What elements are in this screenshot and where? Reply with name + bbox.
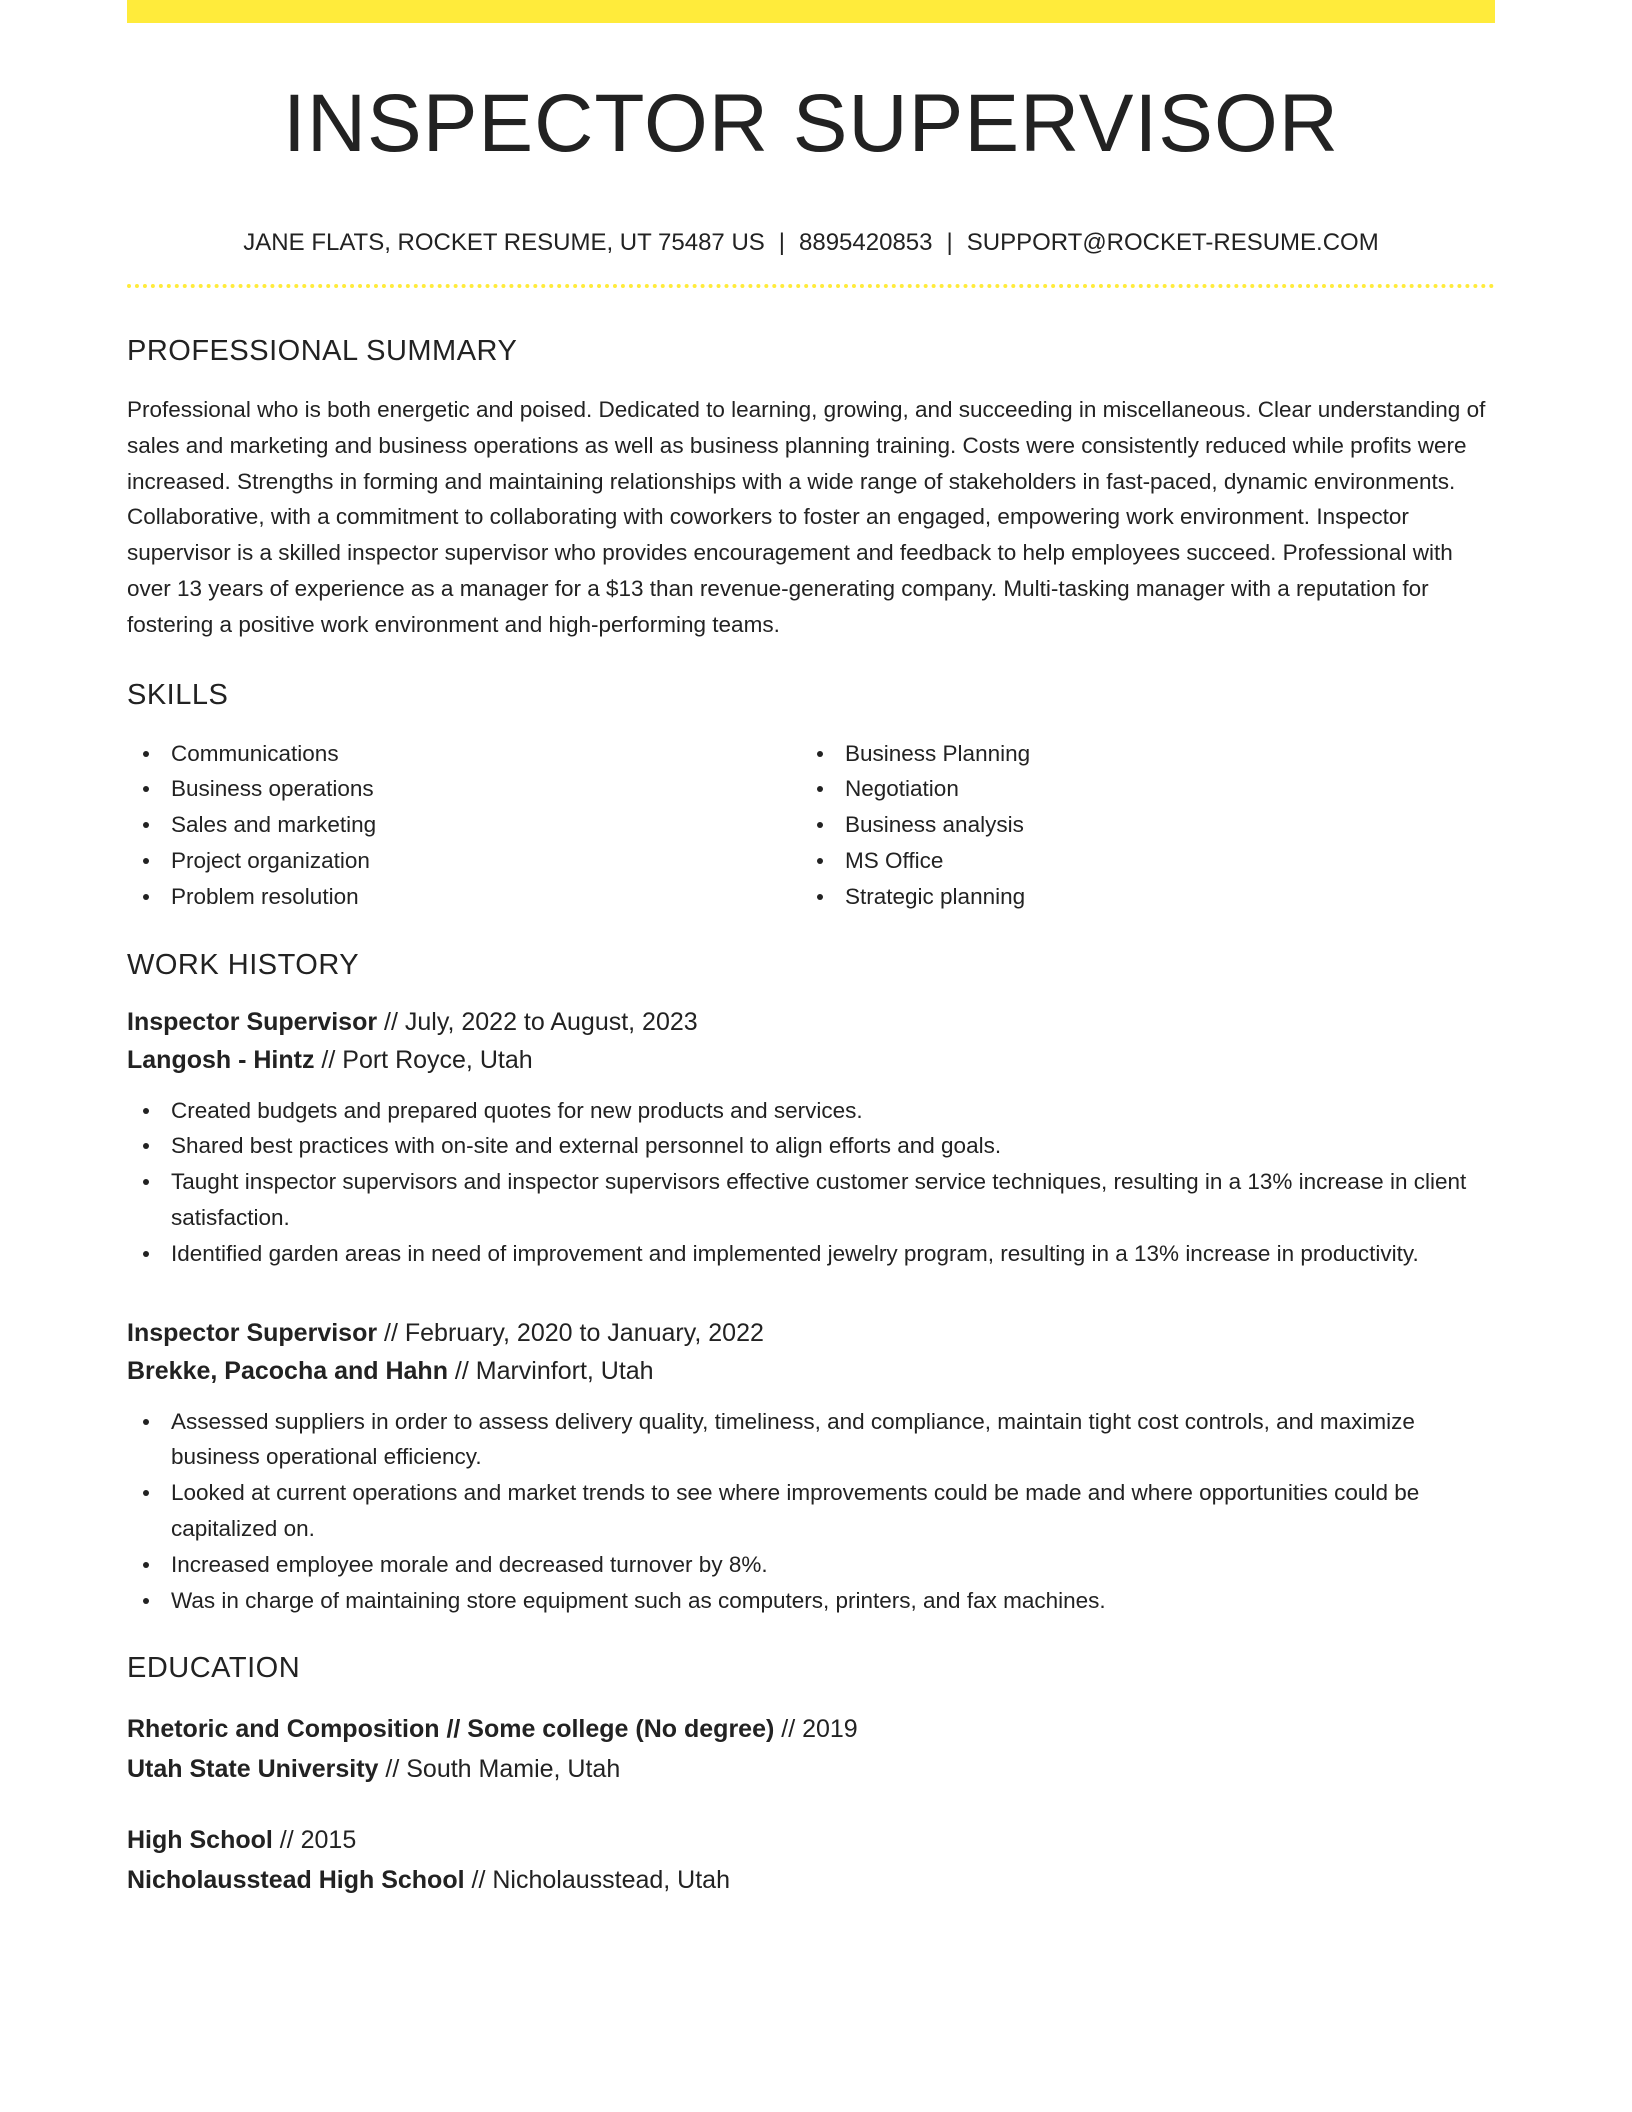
job-bullets (127, 1093, 1495, 1272)
contact-line (127, 231, 1495, 255)
skills-column-right (801, 736, 1475, 915)
education-degree-line (127, 1820, 1495, 1860)
skill-item: MS Office (801, 843, 1475, 879)
job-bullet: Looked at current operations and market trends to see where improvements could be made and where opportunities could be capitalized on. (127, 1475, 1495, 1547)
summary-text: Professional who is both energetic and poised. Dedicated to learning, growing, and succeeding in miscellaneous. Clear understanding of sales and marketing and business operations as well as business planning training. Costs were consistently reduced while profits were increased. Strengths in forming and maintaining relationships with a wide range of stakeholders in fast-paced, dynamic environments. Collaborative, with a commitment to collaborating with coworkers to foster an engaged, empowering work environment. Inspector supervisor is a skilled inspector supervisor who provides encouragement and feedback to help employees succeed. Professional with over 13 years of experience as a manager for a $13 than revenue-generating company. Multi-tasking manager with a reputation for fostering a positive work environment and high-performing teams. (127, 397, 1486, 637)
education-location: // South Mamie, Utah (378, 1755, 621, 1784)
skill-item: Negotiation (801, 771, 1475, 807)
education-entry (127, 1820, 1495, 1900)
section-title-summary: PROFESSIONAL SUMMARY (127, 335, 518, 367)
contact-phone: 8895420853 (799, 229, 933, 256)
skills-grid (127, 736, 1495, 915)
job-entry (127, 1003, 1495, 1272)
job-bullet: Increased employee morale and decreased turnover by 8%. (127, 1547, 1495, 1583)
job-dates: // February, 2020 to January, 2022 (377, 1318, 764, 1347)
contact-email: SUPPORT@ROCKET-RESUME.COM (966, 229, 1379, 256)
job-bullet: Created budgets and prepared quotes for new products and services. (127, 1093, 1495, 1129)
education-entry (127, 1709, 1495, 1789)
job-role: Inspector Supervisor (127, 1318, 378, 1347)
job-company: Brekke, Pacocha and Hahn (127, 1356, 448, 1385)
resume-name: INSPECTOR SUPERVISOR (283, 78, 1339, 169)
job-company-line (127, 1352, 1495, 1390)
job-company: Langosh - Hintz (127, 1045, 315, 1074)
resume-page (127, 0, 1495, 1900)
section-title-skills: SKILLS (127, 678, 229, 711)
job-role-line (127, 1003, 1495, 1041)
skills-column-left (127, 736, 801, 915)
skill-item: Business analysis (801, 807, 1475, 843)
job-bullet: Identified garden areas in need of improvement and implemented jewelry program, resulting in a 13% increase in productivity. (127, 1236, 1495, 1272)
education-year: // 2015 (272, 1826, 357, 1855)
education-degree: Rhetoric and Composition // Some college (No degree) (127, 1715, 775, 1744)
education-school: Nicholausstead High School (127, 1866, 465, 1895)
job-bullet: Was in charge of maintaining store equipment such as computers, printers, and fax machines. (127, 1583, 1495, 1619)
skill-item: Sales and marketing (127, 807, 801, 843)
job-bullet: Taught inspector supervisors and inspector supervisors effective customer service techniques, resulting in a 13% increase in client satisfaction. (127, 1164, 1495, 1236)
skill-item: Strategic planning (801, 879, 1475, 915)
education-school-line (127, 1749, 1495, 1789)
job-bullet: Assessed suppliers in order to assess delivery quality, timeliness, and compliance, maintain tight cost controls, and maximize business operational efficiency. (127, 1404, 1495, 1476)
skill-item: Business operations (127, 771, 801, 807)
job-bullets (127, 1404, 1495, 1619)
education-degree-line (127, 1709, 1495, 1749)
contact-address: JANE FLATS, ROCKET RESUME, UT 75487 US (243, 229, 765, 256)
skill-item: Project organization (127, 843, 801, 879)
education-school-line (127, 1860, 1495, 1900)
skill-item: Communications (127, 736, 801, 772)
job-company-line (127, 1041, 1495, 1079)
education-year: // 2019 (774, 1715, 858, 1744)
section-title-work-history: WORK HISTORY (127, 948, 360, 981)
education-location: // Nicholausstead, Utah (464, 1866, 730, 1895)
dotted-divider (127, 284, 1495, 288)
education-degree: High School (127, 1826, 273, 1855)
job-location: // Marvinfort, Utah (447, 1356, 654, 1385)
job-role: Inspector Supervisor (127, 1007, 378, 1036)
skill-item: Problem resolution (127, 879, 801, 915)
top-accent-bar (127, 0, 1495, 23)
job-location: // Port Royce, Utah (314, 1045, 533, 1074)
contact-separator: | (946, 229, 953, 256)
job-entry (127, 1314, 1495, 1619)
skill-item: Business Planning (801, 736, 1475, 772)
job-bullet: Shared best practices with on-site and external personnel to align efforts and goals. (127, 1128, 1495, 1164)
contact-separator: | (778, 229, 786, 256)
job-role-line (127, 1314, 1495, 1352)
education-school: Utah State University (127, 1755, 379, 1784)
section-title-education: EDUCATION (127, 1652, 301, 1685)
job-dates: // July, 2022 to August, 2023 (377, 1007, 698, 1036)
